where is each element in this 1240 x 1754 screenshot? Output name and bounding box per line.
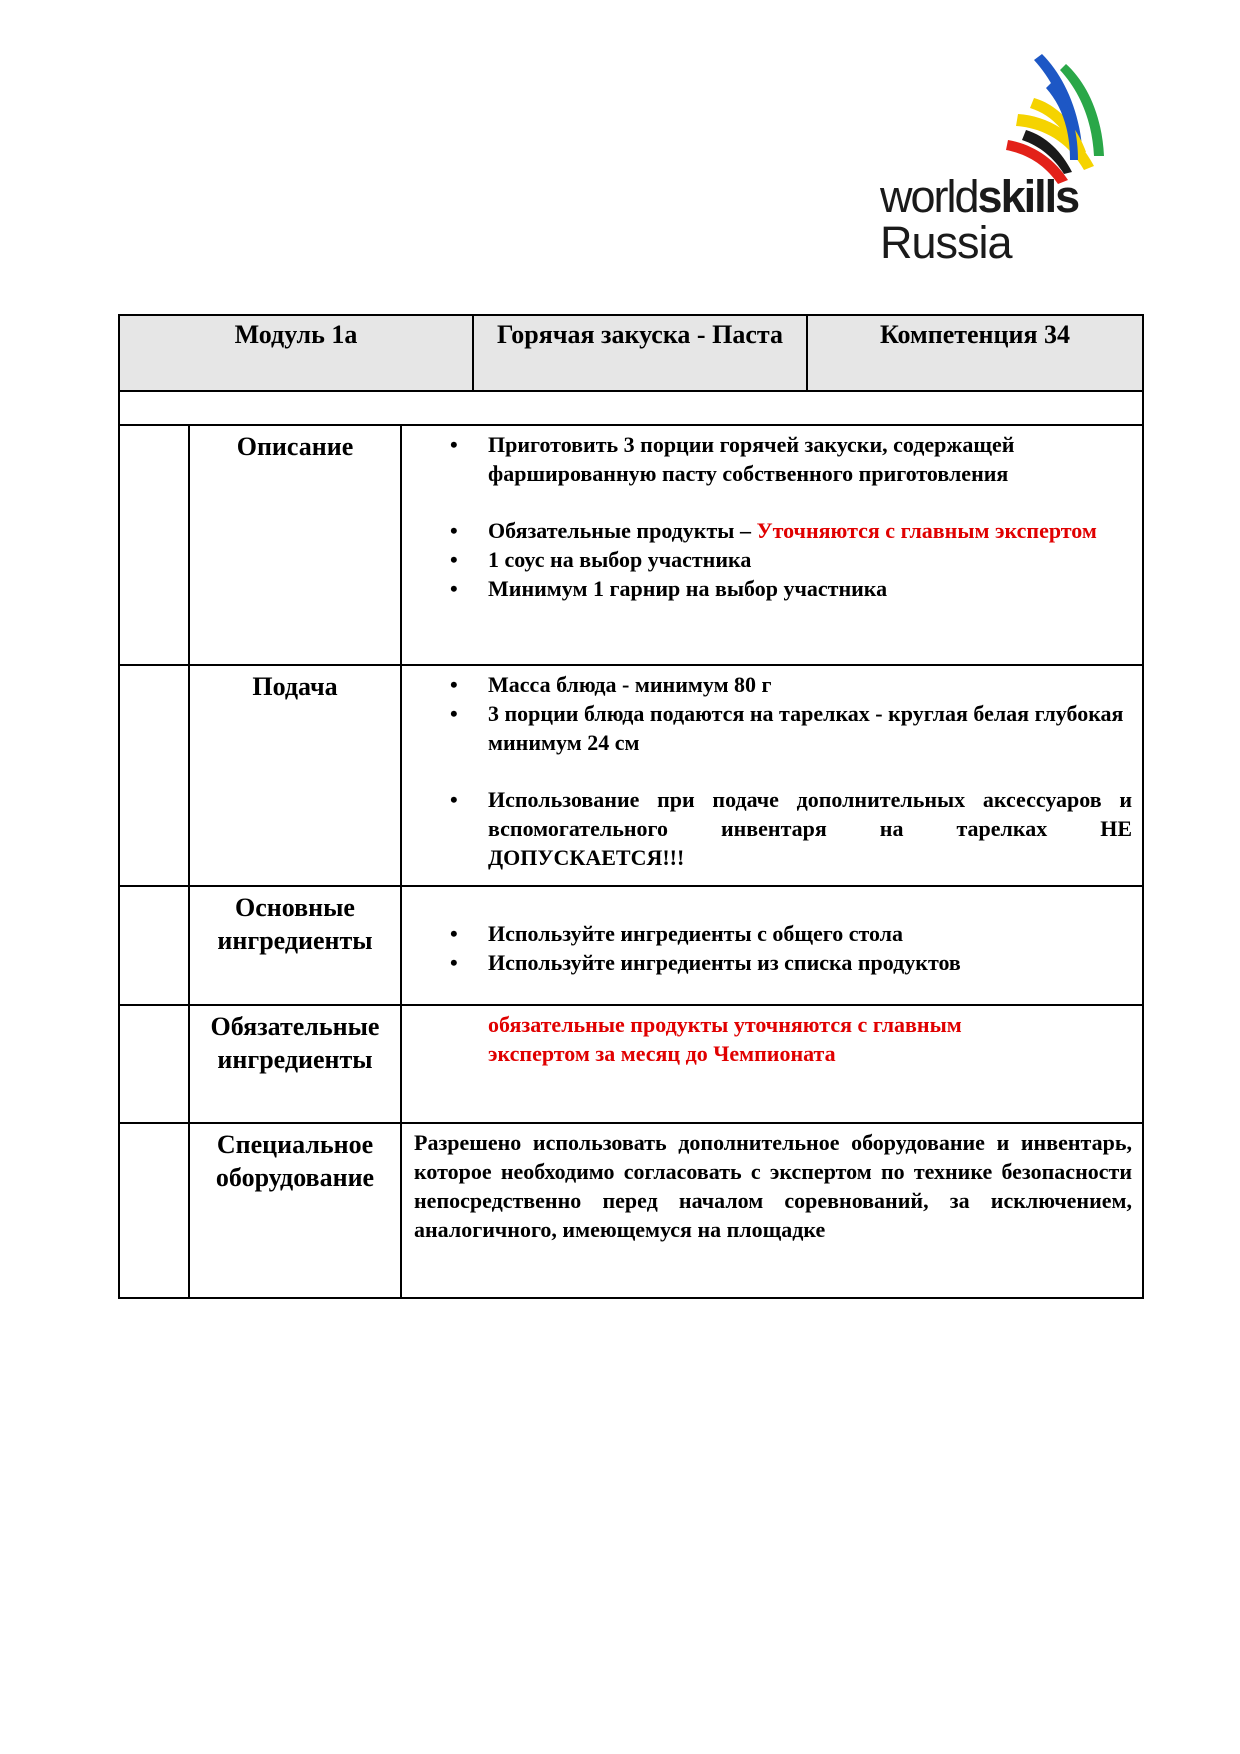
list-item: • Используйте ингредиенты из списка продуктов bbox=[402, 948, 1132, 977]
row-content-main-ingredients bbox=[402, 887, 1142, 1004]
competence-title: Компетенция 34 bbox=[806, 316, 1142, 390]
row-label-description: Описание bbox=[190, 426, 402, 664]
row-serving bbox=[120, 664, 1142, 885]
list-item: • Минимум 1 гарнир на выбор участника bbox=[402, 574, 1132, 603]
header-table bbox=[118, 314, 1144, 426]
row-content-description bbox=[402, 426, 1142, 664]
module-title: Модуль 1а bbox=[234, 320, 358, 349]
row-content-mandatory-ingredients bbox=[402, 1006, 1142, 1122]
row-label-main-ingredients: Основные ингредиенты bbox=[190, 887, 402, 1004]
logo-russia: Russia bbox=[880, 217, 1012, 268]
empty-cell bbox=[120, 1124, 190, 1297]
empty-cell bbox=[120, 887, 190, 1004]
list-item: • 1 соус на выбор участника bbox=[402, 545, 1132, 574]
list-item bbox=[402, 516, 1132, 545]
dish-title: Горячая закуска - Паста bbox=[472, 316, 806, 390]
mandatory-text: обязательные продукты уточняются с главным экспертом за месяц до Чемпионата bbox=[488, 1012, 962, 1066]
row-mandatory-ingredients bbox=[120, 1004, 1142, 1122]
list-item: • Масса блюда - минимум 80 г bbox=[402, 670, 1132, 699]
list-item-highlight: Уточняются с главным экспертом bbox=[756, 518, 1097, 543]
row-content-serving bbox=[402, 666, 1142, 885]
logo-word-bold: skills bbox=[977, 171, 1079, 222]
list-item-prefix: Обязательные продукты – bbox=[488, 518, 757, 543]
empty-cell bbox=[120, 426, 190, 664]
worldskills-logo bbox=[880, 48, 1140, 268]
header-row bbox=[120, 316, 1142, 392]
list-item: • Приготовить 3 порции горячей закуски, содержащей фаршированную пасту собственного приготовления bbox=[402, 430, 1132, 488]
empty-cell bbox=[120, 1006, 190, 1122]
module-table bbox=[118, 424, 1144, 1299]
worldskills-flame-icon bbox=[880, 48, 1140, 188]
equipment-text: Разрешено использовать дополнительное оборудование и инвентарь, которое необходимо согласовать с экспертом по технике безопасности непосредственно перед началом соревнований, за исключением, аналогичного, имеющемуся на площадке bbox=[414, 1130, 1132, 1242]
logo-wordmark bbox=[880, 171, 1079, 222]
list-item: • 3 порции блюда подаются на тарелках - круглая белая глубокая минимум 24 см bbox=[402, 699, 1132, 757]
row-label-serving: Подача bbox=[190, 666, 402, 885]
row-description bbox=[120, 424, 1142, 664]
row-main-ingredients bbox=[120, 885, 1142, 1004]
row-label-mandatory-ingredients: Обязательные ингредиенты bbox=[190, 1006, 402, 1122]
list-item: • Использование при подаче дополнительных аксессуаров и вспомогательного инвентаря на тарелках НЕ ДОПУСКАЕТСЯ!!! bbox=[402, 785, 1132, 872]
row-label-equipment: Специальное оборудование bbox=[190, 1124, 402, 1297]
logo-word-thin: world bbox=[880, 171, 978, 222]
row-equipment bbox=[120, 1122, 1142, 1297]
list-item: • Используйте ингредиенты с общего стола bbox=[402, 919, 1132, 948]
empty-cell bbox=[120, 666, 190, 885]
